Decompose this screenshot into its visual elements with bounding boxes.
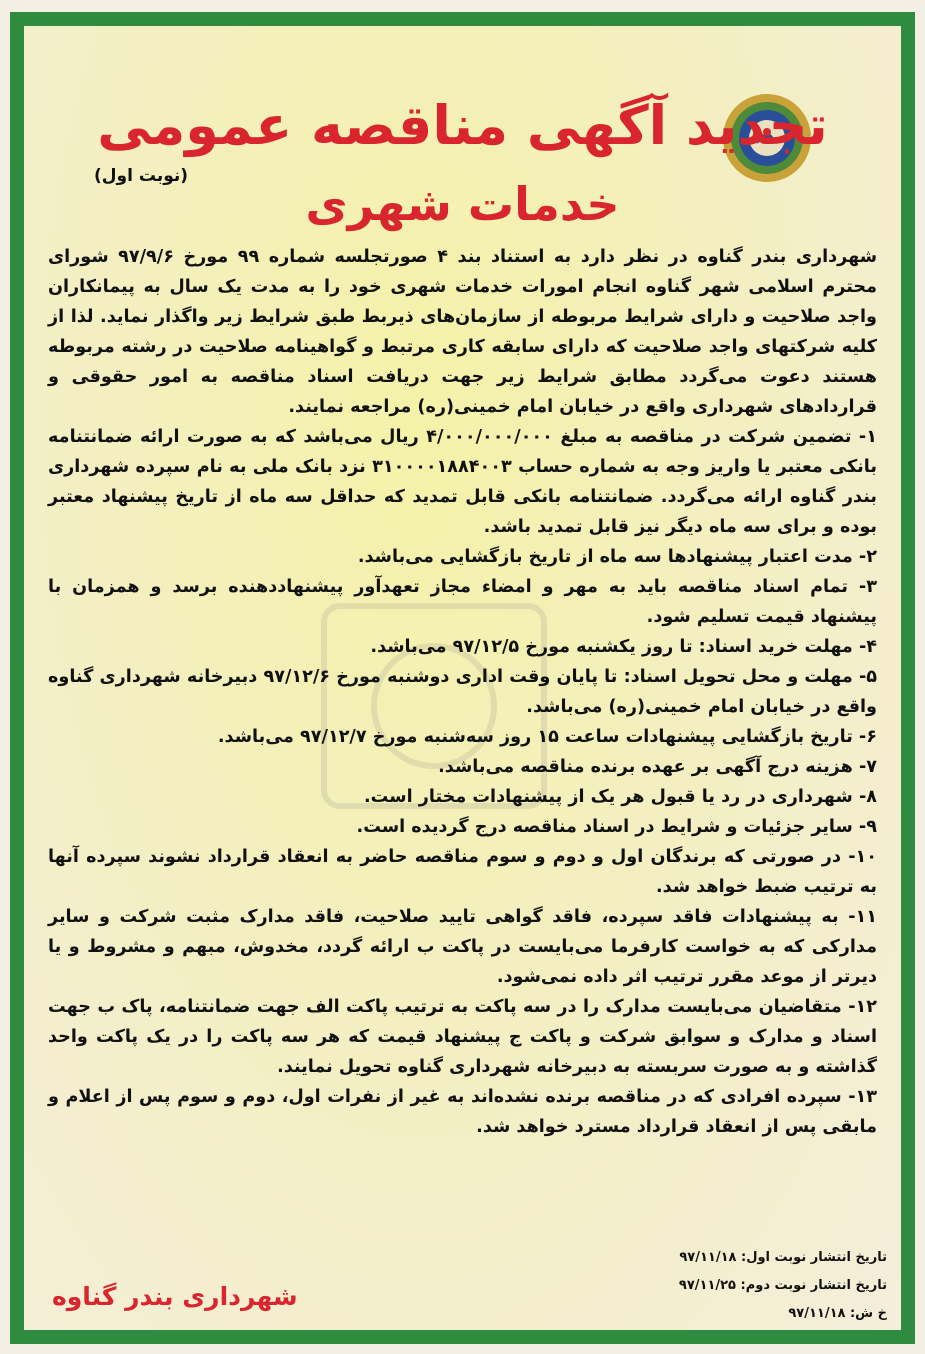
condition-item: ۱۰- در صورتی که برندگان اول و دوم و سوم مناقصه حاضر به انعقاد قرارداد نشوند سپرده آنها به ترتیب ضبط خواهد شد. <box>48 847 877 897</box>
notice-body <box>48 242 877 1142</box>
condition-item: ۱۲- متقاضیان می‌بایست مدارک را در سه پاکت به ترتیب پاکت الف جهت ضمانتنامه، پاک ب جهت اسناد و مدارک و سوابق شرکت و پاکت ج پیشنهاد قیمت که هر سه پاکت را در یک پاکت واحد گذاشته و به صورت سربسته به دبیرخانه شهرداری گناوه تحویل نمایند. <box>48 997 877 1077</box>
intro-paragraph: شهرداری بندر گناوه در نظر دارد به استناد بند ۴ صورتجلسه شماره ۹۹ مورخ ۹۷/۹/۶ شورای محترم اسلامی شهر گناوه انجام امورات خدمات شهری خود را به مدت یک سال به پیمانکاران واجد صلاحیت و دارای شرایط مربوطه از سازمان‌های ذیربط طبق شرایط زیر واگذار نماید. لذا از کلیه شرکتهای واجد صلاحیت که دارای سابقه کاری مرتبط و گواهینامه صلاحیت در رشته مربوطه هستند دعوت می‌گردد مطابق شرایط زیر جهت دریافت اسناد مناقصه به امور حقوقی و قراردادهای شهرداری واقع در خیابان امام خمینی(ره) مراجعه نمایند. <box>48 247 878 417</box>
signature: شهرداری بندر گناوه <box>52 1282 298 1311</box>
condition-item: ۵- مهلت و محل تحویل اسناد: تا پایان وقت اداری دوشنبه مورخ ۹۷/۱۲/۶ دبیرخانه شهرداری گناوه واقع در خیابان امام خمینی(ره) می‌باشد. <box>48 667 877 717</box>
condition-item: ۳- تمام اسناد مناقصه باید به مهر و امضاء مجاز تعهدآور پیشنهاددهنده برسد و همزمان با پیشنهاد قیمت تسلیم شود. <box>48 577 877 627</box>
pub-date-second: تاریخ انتشار نوبت دوم: ۹۷/۱۱/۲۵ <box>678 1278 887 1293</box>
condition-item: ۷- هزینه درج آگهی بر عهده برنده مناقصه می‌باشد. <box>438 757 877 777</box>
notice-title: تجدید آگهی مناقصه عمومی <box>97 94 828 157</box>
condition-item: ۱- تضمین شرکت در مناقصه به مبلغ ۴/۰۰۰/۰۰۰/۰۰۰ ریال می‌باشد که به صورت ارائه ضمانتنامه بانکی معتبر یا واریز وجه به شماره حساب ۳۱۰۰۰۰۱۸۸۴۰۰۳ نزد بانک ملی به نام سپرده شهرداری بندر گناوه ارائه می‌گردد. ضمانتنامه بانکی قابل تمدید که حداقل سه ماه از تاریخ پیشنهاد معتبر بوده و برای سه ماه دیگر نیز قابل تمدید باشد. <box>48 427 877 537</box>
condition-item: ۸- شهرداری در رد یا قبول هر یک از پیشنهادات مختار است. <box>363 787 877 807</box>
condition-item: ۲- مدت اعتبار پیشنهادها سه ماه از تاریخ بازگشایی می‌باشد. <box>357 547 877 567</box>
condition-item: ۱۳- سپرده افرادی که در مناقصه برنده نشده‌اند به غیر از نفرات اول، دوم و سوم پس از اعلام و مابقی پس از انعقاد قرارداد مسترد خواهد شد. <box>48 1087 877 1137</box>
notice-content <box>24 26 901 1330</box>
condition-item: ۴- مهلت خرید اسناد: تا روز یکشنبه مورخ ۹۷/۱۲/۵ می‌باشد. <box>370 637 877 657</box>
condition-item: ۱۱- به پیشنهادات فاقد سپرده، فاقد گواهی تایید صلاحیت، فاقد مدارک مثبت شرکت و سایر مدارکی که به خواست کارفرما می‌بایست در پاکت ب ارائه گردد، مخدوش، مبهم و مشروط و یا دیرتر از موعد مقرر ترتیب اثر داده نمی‌شود. <box>48 907 877 987</box>
round-label: (نوبت اول) <box>94 166 189 186</box>
condition-item: ۶- تاریخ بازگشایی پیشنهادات ساعت ۱۵ روز سه‌شنبه مورخ ۹۷/۱۲/۷ می‌باشد. <box>217 727 877 747</box>
notice-frame <box>10 12 915 1344</box>
notice-subtitle: خدمات شهری <box>305 177 620 231</box>
notice-code: خ ش: ۹۷/۱۱/۱۸ <box>788 1306 887 1321</box>
condition-item: ۹- سایر جزئیات و شرایط در اسناد مناقصه درج گردیده است. <box>356 817 877 837</box>
pub-date-first: تاریخ انتشار نوبت اول: ۹۷/۱۱/۱۸ <box>679 1250 887 1265</box>
